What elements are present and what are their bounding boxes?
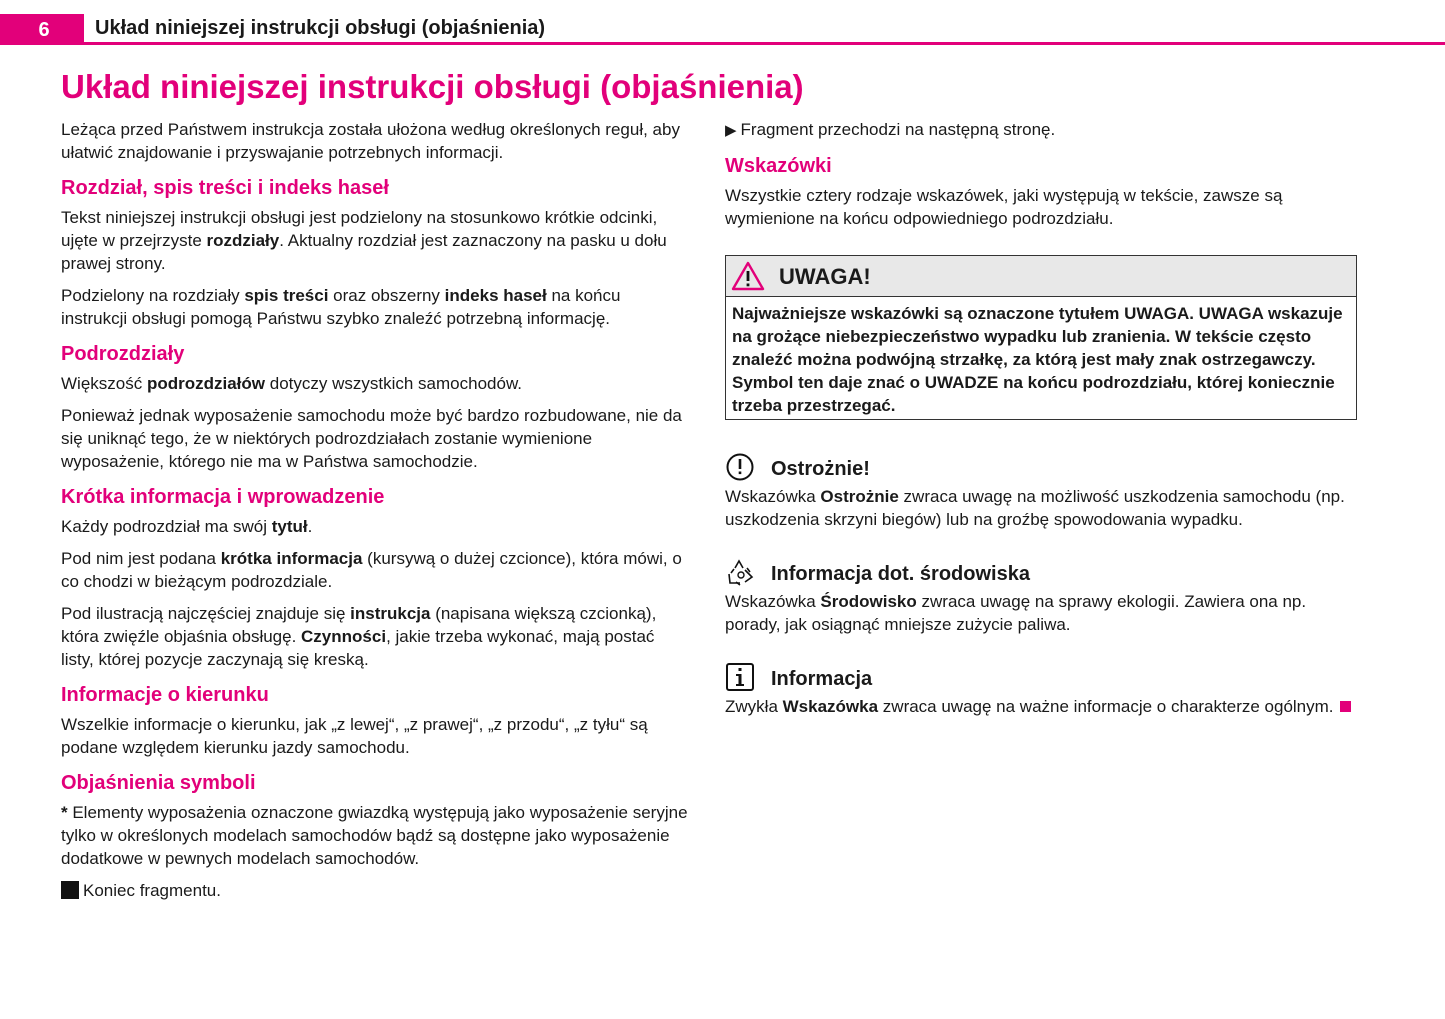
info-icon bbox=[725, 662, 755, 692]
section-heading-tips: Wskazówki bbox=[725, 155, 832, 177]
paragraph: Zwykła Wskazówka zwraca uwagę na ważne informacje o charakterze ogólnym. bbox=[725, 695, 1357, 718]
paragraph: * Elementy wyposażenia oznaczone gwiazdką występują jako wyposażenie seryjne tylko w określonych modelach samochodów bądź są dostępne jako wyposażenie dodatkowe w pewnych modelach samochodów. bbox=[61, 803, 688, 868]
environment-note bbox=[725, 553, 1357, 636]
warning-title: UWAGA! bbox=[779, 263, 871, 289]
paragraph: Każdy podrozdział ma swój tytuł. bbox=[61, 517, 313, 536]
warning-triangle-icon bbox=[731, 261, 765, 291]
section-heading-symbols: Objaśnienia symboli bbox=[61, 772, 256, 794]
header-rule bbox=[84, 42, 1445, 45]
warning-box bbox=[725, 255, 1357, 420]
caution-exclamation-icon bbox=[725, 452, 755, 482]
info-note bbox=[725, 658, 1357, 718]
paragraph: Wszelkie informacje o kierunku, jak „z lewej“, „z prawej“, „z przodu“, „z tyłu“ są podane względem kierunku jazdy samochodu. bbox=[61, 715, 648, 757]
paragraph: Tekst niniejszej instrukcji obsługi jest podzielony na stosunkowo krótkie odcinki, ujęte w przejrzyste rozdziały. Aktualny rozdział jest zaznaczony na pasku u dołu prawej strony. bbox=[61, 208, 667, 273]
section-heading-direction: Informacje o kierunku bbox=[61, 684, 269, 706]
running-header-title: Układ niniejszej instrukcji obsługi (objaśnienia) bbox=[95, 17, 546, 39]
paragraph: Wskazówka Środowisko zwraca uwagę na sprawy ekologii. Zawiera ona np. porady, jak osiągnąć mniejsze zużycie paliwa. bbox=[725, 592, 1307, 634]
end-marker-icon bbox=[1340, 701, 1351, 712]
paragraph: Wskazówka Ostrożnie zwraca uwagę na możliwość uszkodzenia samochodu (np. uszkodzenia skrzyni biegów) lub na groźbę spowodowania wypadku. bbox=[725, 487, 1345, 529]
end-marker-icon bbox=[61, 881, 79, 899]
environment-title: Informacja dot. środowiska bbox=[771, 563, 1030, 585]
caution-note bbox=[725, 448, 1357, 531]
section-heading-subchapters: Podrozdziały bbox=[61, 343, 185, 365]
paragraph: Wszystkie cztery rodzaje wskazówek, jaki występują w tekście, zawsze są wymienione na końcu odpowiedniego podrozdziału. bbox=[725, 186, 1283, 228]
left-column bbox=[61, 118, 691, 911]
warning-body: Najważniejsze wskazówki są oznaczone tytułem UWAGA. UWAGA wskazuje na grożące niebezpieczeństwo wypadku lub zranienia. W tekście często znaleźć można podwójną strzałkę, za którą jest mały znak ostrzegawczy. Symbol ten daje znać o UWADZE na końcu podrozdziału, której koniecznie trzeba przestrzegać. bbox=[732, 304, 1343, 415]
recycling-icon bbox=[725, 557, 755, 587]
section-heading-short-info: Krótka informacja i wprowadzenie bbox=[61, 486, 385, 508]
warning-header bbox=[726, 256, 1356, 297]
page-title: Układ niniejszej instrukcji obsługi (objaśnienia) bbox=[61, 68, 804, 105]
paragraph: Koniec fragmentu. bbox=[61, 879, 691, 902]
paragraph: Ponieważ jednak wyposażenie samochodu może być bardzo rozbudowane, nie da się uniknąć tego, że w niektórych podrozdziałach zostanie wymienione wyposażenie, którego nie ma w Państwa samochodzie. bbox=[61, 406, 682, 471]
intro-paragraph: Leżąca przed Państwem instrukcja została ułożona według określonych reguł, aby ułatwić znajdowanie i przyswajanie potrzebnych informacji. bbox=[61, 120, 680, 162]
paragraph: ▶ Fragment przechodzi na następną stronę. bbox=[725, 120, 1056, 139]
right-column bbox=[725, 118, 1357, 740]
section-heading-chapters: Rozdział, spis treści i indeks haseł bbox=[61, 177, 389, 199]
paragraph: Podzielony na rozdziały spis treści oraz obszerny indeks haseł na końcu instrukcji obsługi pomogą Państwu szybko znaleźć potrzebną informację. bbox=[61, 286, 621, 328]
paragraph: Pod nim jest podana krótka informacja (kursywą o dużej czcionce), która mówi, o co chodzi w bieżącym podrozdziale. bbox=[61, 549, 682, 591]
caution-title: Ostrożnie! bbox=[771, 458, 870, 480]
paragraph: Większość podrozdziałów dotyczy wszystkich samochodów. bbox=[61, 374, 522, 393]
page-number: 6 bbox=[0, 14, 84, 45]
paragraph: Pod ilustracją najczęściej znajduje się instrukcja (napisana większą czcionką), która zwięźle objaśnia obsługę. Czynności, jakie trzeba wykonać, mają postać listy, której pozycje zaczynają się kreską. bbox=[61, 604, 657, 669]
continue-arrow-icon: ▶ bbox=[725, 122, 737, 139]
info-title: Informacja bbox=[771, 668, 873, 690]
